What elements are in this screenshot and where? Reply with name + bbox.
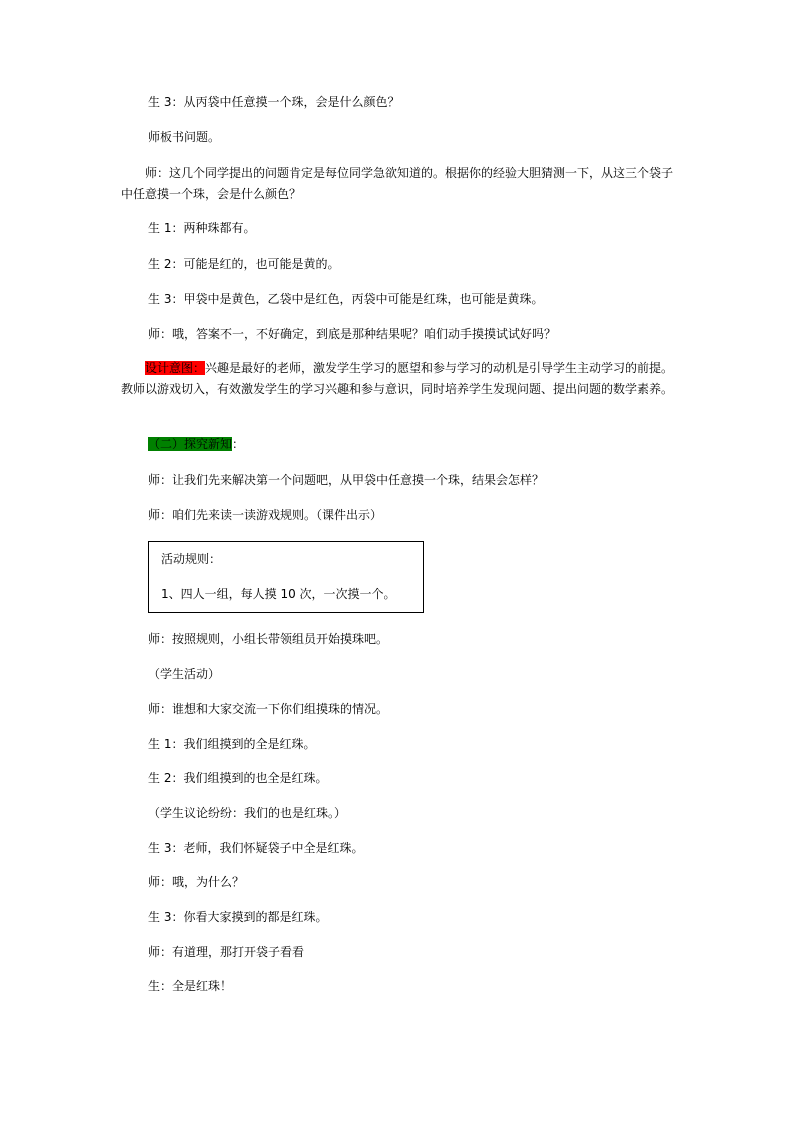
section-heading-colon: ： (232, 437, 245, 451)
paragraph-student1-result: 生 1：我们组摸到的全是红珠。 (148, 737, 316, 751)
paragraph-teacher-board: 师板书问题。 (148, 130, 221, 144)
paragraph-teacher-first-problem: 师：让我们先来解决第一个问题吧，从甲袋中任意摸一个珠，结果会怎样？ (148, 473, 545, 487)
paragraph-teacher-start: 师：按照规则，小组长带领组员开始摸珠吧。 (148, 632, 389, 646)
paragraph-student-activity: （学生活动） (148, 667, 221, 681)
paragraph-teacher-why: 师：哦，为什么？ (148, 875, 245, 889)
paragraph-design-intent (121, 358, 681, 400)
activity-rules-box (148, 541, 424, 613)
activity-rules-title: 活动规则： (161, 552, 222, 566)
design-intent-text: 兴趣是最好的老师，激发学生学习的愿望和参与学习的动机是引导学生主动学习的前提。教师以游戏切入，有效激发学生的学习兴趣和参与意识，同时培养学生发现问题、提出问题的数学素养。 (121, 361, 674, 396)
activity-rules-item-1: 1、四人一组，每人摸 10 次，一次摸一个。 (161, 587, 396, 601)
section-heading-explore (148, 434, 244, 455)
paragraph-teacher-uncertain: 师：哦，答案不一，不好确定，到底是那种结果呢？咱们动手摸摸试试好吗？ (148, 327, 557, 341)
paragraph-student2-result: 生 2：我们组摸到的也全是红珠。 (148, 771, 328, 785)
paragraph-student3-question: 生 3：从丙袋中任意摸一个珠，会是什么颜色？ (148, 95, 400, 109)
paragraph-student3-reason: 生 3：你看大家摸到的都是红珠。 (148, 910, 328, 924)
paragraph-student2-answer: 生 2：可能是红的，也可能是黄的。 (148, 257, 340, 271)
paragraph-students-discuss: （学生议论纷纷：我们的也是红珠。） (148, 806, 347, 820)
paragraph-teacher-open-bag: 师：有道理，那打开袋子看看 (148, 945, 305, 959)
paragraph-student3-suspect: 生 3：老师，我们怀疑袋子中全是红珠。 (148, 841, 364, 855)
design-intent-label: 设计意图： (145, 361, 206, 375)
paragraph-teacher-guess: 师：这几个同学提出的问题肯定是每位同学急欲知道的。根据你的经验大胆猜测一下，从这三个袋子中任意摸一个珠，会是什么颜色？ (121, 166, 674, 201)
section-heading-label: （二）探究新知 (148, 437, 233, 451)
paragraph-student1-answer: 生 1：两种珠都有。 (148, 221, 256, 235)
paragraph-students-all-red: 生：全是红珠！ (148, 979, 233, 993)
paragraph-teacher-read-rules: 师：咱们先来读一读游戏规则。（课件出示） (148, 508, 383, 522)
paragraph-teacher-share: 师：谁想和大家交流一下你们组摸珠的情况。 (148, 702, 389, 716)
paragraph-student3-answer: 生 3：甲袋中是黄色，乙袋中是红色，丙袋中可能是红珠，也可能是黄珠。 (148, 292, 544, 306)
